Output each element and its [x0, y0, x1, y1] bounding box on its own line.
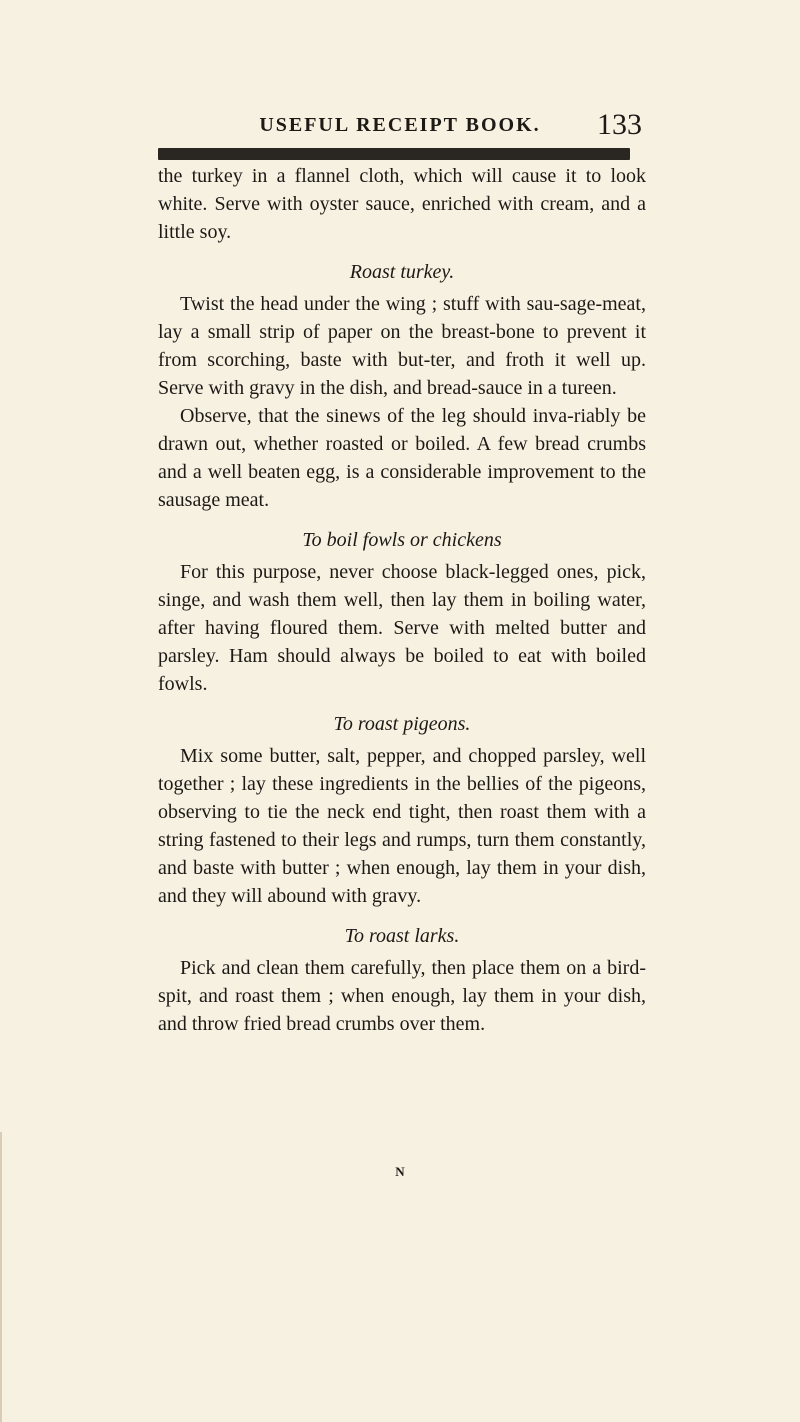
section-heading: Roast turkey. [349, 261, 455, 283]
paragraph: Mix some butter, salt, pepper, and chopped parsley, well together ; lay these ingredients in the bellies of the pigeons, observing to tie the neck end tight, then roast them with a string fastened to their legs and rumps, turn them constantly, and baste with butter ; when enough, lay them in your dish, and they will abound with gravy. [158, 745, 646, 907]
paragraph: Observe, that the sinews of the leg should inva-riably be drawn out, whether roasted or boiled. A few bread crumbs and a well beaten egg, is a considerable improvement to the sausage meat. [158, 405, 646, 511]
section-roast-larks [158, 922, 646, 1038]
running-head [0, 110, 800, 144]
section-roast-pigeons [158, 710, 646, 910]
running-head-title: USEFUL RECEIPT BOOK. [259, 114, 541, 136]
section-heading: To roast larks. [344, 925, 460, 947]
page-number: 133 [597, 108, 642, 141]
page-text [158, 162, 646, 1038]
paragraph: Pick and clean them carefully, then place them on a bird-spit, and roast them ; when enough, lay them in your dish, and throw fried bread crumbs over them. [158, 957, 646, 1035]
paragraph: Twist the head under the wing ; stuff with sau-sage-meat, lay a small strip of paper on the breast-bone to prevent it from scorching, baste with but-ter, and froth it well up. Serve with gravy in the dish, and bread-sauce in a tureen. [158, 293, 646, 399]
section-heading: To roast pigeons. [333, 713, 471, 735]
paragraph: For this purpose, never choose black-legged ones, pick, singe, and wash them well, then lay them in boiling water, after having floured them. Serve with melted butter and parsley. Ham should always be boiled to eat with boiled fowls. [158, 561, 646, 695]
section-roast-turkey [158, 258, 646, 514]
section-heading: To boil fowls or chickens [302, 529, 502, 551]
page-edge-shadow [0, 1132, 2, 1422]
continuation-paragraph: the turkey in a flannel cloth, which will cause it to look white. Serve with oyster sauce, enriched with cream, and a little soy. [158, 165, 646, 243]
signature-mark: N [395, 1164, 405, 1179]
header-rule [158, 148, 630, 160]
section-boil-fowls [158, 526, 646, 698]
